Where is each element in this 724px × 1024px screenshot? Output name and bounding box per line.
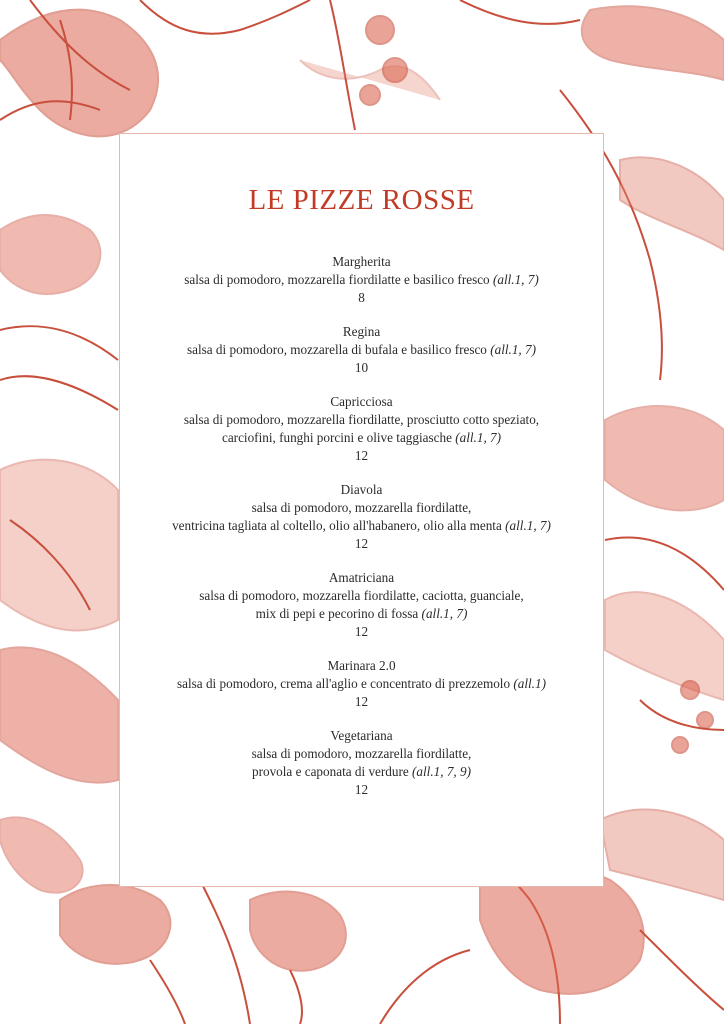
item-price: 12 [354, 448, 369, 463]
item-name: Regina [342, 324, 381, 339]
item-ingredients: mix di pepi e pecorino di fossa [255, 606, 419, 621]
item-description [120, 411, 603, 447]
menu-item [120, 393, 603, 465]
menu-item [120, 253, 603, 307]
item-description [120, 587, 603, 623]
item-allergens: (all.1, 7) [492, 272, 539, 287]
item-price: 12 [354, 536, 369, 551]
item-price: 12 [354, 694, 369, 709]
item-ingredients: salsa di pomodoro, mozzarella di bufala e basilico fresco [187, 342, 487, 357]
item-ingredients: salsa di pomodoro, mozzarella fiordilatte e basilico fresco [184, 272, 490, 287]
item-allergens: (all.1, 7) [505, 518, 551, 533]
menu-item [120, 727, 603, 799]
item-ingredients: ventricina tagliata al coltello, olio all'habanero, olio alla menta [172, 518, 502, 533]
page-title: LE PIZZE ROSSE [248, 184, 475, 216]
item-name: Capricciosa [330, 394, 393, 409]
item-name: Marinara 2.0 [327, 658, 396, 673]
item-ingredients: salsa di pomodoro, crema all'aglio e concentrato di prezzemolo [177, 676, 511, 691]
item-ingredients: salsa di pomodoro, mozzarella fiordilatte, caciotta, guanciale, [199, 588, 524, 603]
item-ingredients: carciofini, funghi porcini e olive taggiasche [221, 430, 452, 445]
item-ingredients: salsa di pomodoro, mozzarella fiordilatte, [251, 500, 472, 515]
item-name: Vegetariana [330, 728, 393, 743]
menu-card [119, 133, 604, 887]
item-allergens: (all.1) [513, 676, 546, 691]
item-price: 8 [358, 290, 365, 305]
item-allergens: (all.1, 7, 9) [412, 764, 471, 779]
item-description [120, 745, 603, 781]
item-price: 10 [354, 360, 369, 375]
item-description [120, 499, 603, 535]
pizza-list [120, 253, 603, 799]
item-name: Diavola [340, 482, 383, 497]
menu-item [120, 323, 603, 377]
item-ingredients: provola e caponata di verdure [252, 764, 409, 779]
item-description [120, 675, 603, 693]
item-ingredients: salsa di pomodoro, mozzarella fiordilatte, [251, 746, 472, 761]
item-allergens: (all.1, 7) [421, 606, 468, 621]
menu-item [120, 481, 603, 553]
item-allergens: (all.1, 7) [455, 430, 502, 445]
item-description [120, 341, 603, 359]
item-name: Amatriciana [328, 570, 395, 585]
item-price: 12 [354, 624, 369, 639]
item-price: 12 [354, 782, 369, 797]
item-allergens: (all.1, 7) [490, 342, 536, 357]
menu-item [120, 569, 603, 641]
item-description [120, 271, 603, 289]
item-ingredients: salsa di pomodoro, mozzarella fiordilatte, prosciutto cotto speziato, [183, 412, 540, 427]
menu-item [120, 657, 603, 711]
item-name: Margherita [332, 254, 391, 269]
